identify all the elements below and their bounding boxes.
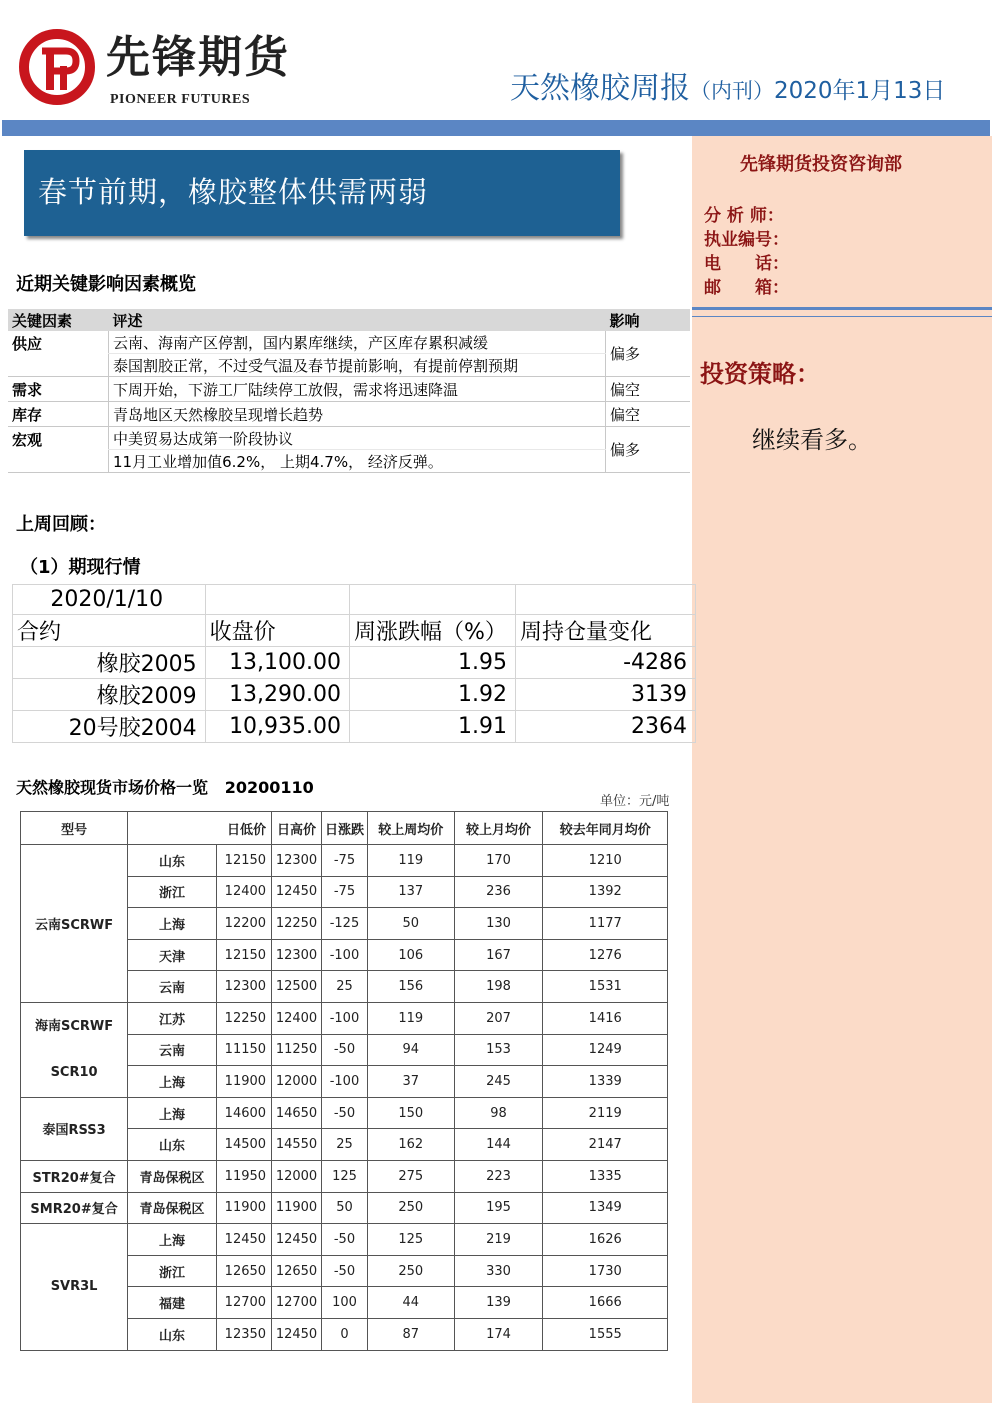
spot-high: 12500 [272, 971, 322, 1003]
spot-vs-year: 1177 [543, 908, 668, 940]
spot-type: 云南SCRWF [21, 845, 128, 1003]
factor-impact: 偏空 [606, 377, 691, 402]
factor-comment: 下周开始，下游工厂陆续停工放假，需求将迅速降温 [109, 377, 606, 402]
futures-header-oi: 周持仓量变化 [515, 615, 695, 647]
empty-cell [515, 585, 695, 615]
spot-vs-week: 37 [367, 1066, 454, 1098]
factor-impact: 偏空 [606, 402, 691, 427]
spot-high: 12450 [272, 1318, 322, 1350]
spot-title-date: 20200110 [224, 778, 314, 797]
spot-vs-month: 195 [454, 1192, 543, 1224]
spot-low: 12200 [216, 908, 271, 940]
factor-row-macro-cont [8, 450, 690, 473]
spot-vs-month: 153 [454, 1034, 543, 1066]
futures-oi: 2364 [515, 711, 695, 743]
factor-comment: 11月工业增加值6.2%， 上期4.7%， 经济反弹。 [109, 450, 606, 473]
futures-oi: 3139 [515, 679, 695, 711]
spot-header-vs-year: 较去年同月均价 [543, 812, 668, 845]
spot-row [21, 845, 668, 877]
factor-comment: 泰国割胶正常，不过受气温及春节提前影响，有提前停割预期 [109, 354, 606, 377]
factor-name: 宏观 [8, 427, 109, 473]
spot-vs-month: 174 [454, 1318, 543, 1350]
futures-row [13, 711, 696, 743]
factors-header-factor: 关键因素 [8, 309, 109, 331]
spot-header-type: 型号 [21, 812, 128, 845]
spot-high: 12450 [272, 1224, 322, 1256]
futures-change: 1.95 [350, 647, 516, 679]
spot-vs-week: 162 [367, 1129, 454, 1161]
strategy-text: 继续看多。 [752, 426, 872, 454]
contact-email: 邮 箱： [704, 278, 789, 298]
spot-vs-month: 98 [454, 1097, 543, 1129]
spot-vs-week: 275 [367, 1160, 454, 1192]
spot-row [21, 1160, 668, 1192]
sidebar-panel [692, 136, 992, 1403]
spot-region: 山东 [128, 845, 217, 877]
spot-header-vs-month: 较上月均价 [454, 812, 543, 845]
spot-vs-week: 87 [367, 1318, 454, 1350]
spot-region: 天津 [128, 939, 217, 971]
spot-vs-year: 2147 [543, 1129, 668, 1161]
spot-region: 浙江 [128, 876, 217, 908]
spot-vs-year: 1349 [543, 1192, 668, 1224]
spot-type: SMR20#复合 [21, 1192, 128, 1224]
spot-type-label: SCR10 [50, 1064, 98, 1080]
strategy-label: 投资策略： [700, 359, 820, 388]
spot-change: -100 [322, 939, 368, 971]
spot-change: -75 [322, 845, 368, 877]
spot-change: 50 [322, 1192, 368, 1224]
spot-header-row [21, 812, 668, 845]
spot-title-text: 天然橡胶现货市场价格一览 [16, 778, 209, 797]
spot-vs-month: 170 [454, 845, 543, 877]
spot-vs-month: 245 [454, 1066, 543, 1098]
factor-comment: 云南、海南产区停割，国内累库继续，产区库存累积减缓 [109, 331, 606, 354]
spot-low: 12300 [216, 971, 271, 1003]
spot-vs-week: 44 [367, 1287, 454, 1319]
spot-vs-year: 1555 [543, 1318, 668, 1350]
spot-header-high: 日高价 [272, 812, 322, 845]
spot-row [21, 1192, 668, 1224]
spot-vs-year: 1626 [543, 1224, 668, 1256]
spot-row [21, 1224, 668, 1256]
spot-vs-year: 1416 [543, 1002, 668, 1034]
spot-low: 12150 [216, 939, 271, 971]
spot-high: 12000 [272, 1160, 322, 1192]
spot-high: 14650 [272, 1097, 322, 1129]
spot-high: 12300 [272, 845, 322, 877]
unit-label: 单位：元/吨 [600, 794, 670, 809]
spot-vs-month: 144 [454, 1129, 543, 1161]
empty-cell [350, 585, 516, 615]
spot-low: 12250 [216, 1002, 271, 1034]
spot-region: 山东 [128, 1318, 217, 1350]
spot-vs-year: 1531 [543, 971, 668, 1003]
spot-vs-month: 207 [454, 1002, 543, 1034]
spot-vs-week: 156 [367, 971, 454, 1003]
factor-impact: 偏多 [606, 427, 691, 473]
spot-change: -100 [322, 1002, 368, 1034]
brand-name-english: PIONEER FUTURES [110, 92, 251, 107]
spot-high: 11250 [272, 1034, 322, 1066]
spot-type: 泰国RSS3 [21, 1097, 128, 1160]
spot-low: 11950 [216, 1160, 271, 1192]
spot-change: 25 [322, 1129, 368, 1161]
spot-region: 上海 [128, 1066, 217, 1098]
spot-region: 福建 [128, 1287, 217, 1319]
spot-change: 100 [322, 1287, 368, 1319]
spot-type-label: 海南SCRWF [35, 1018, 114, 1034]
report-tag: （内刊） [690, 79, 774, 103]
spot-region: 云南 [128, 971, 217, 1003]
spot-vs-month: 198 [454, 971, 543, 1003]
spot-vs-week: 94 [367, 1034, 454, 1066]
futures-close: 13,290.00 [205, 679, 349, 711]
futures-contract: 橡胶2009 [13, 679, 206, 711]
factors-table [8, 309, 690, 473]
spot-vs-month: 223 [454, 1160, 543, 1192]
spot-vs-month: 130 [454, 908, 543, 940]
futures-change: 1.92 [350, 679, 516, 711]
spot-vs-year: 1392 [543, 876, 668, 908]
spot-high: 12250 [272, 908, 322, 940]
spot-low: 12700 [216, 1287, 271, 1319]
spot-change: -100 [322, 1066, 368, 1098]
spot-high: 12300 [272, 939, 322, 971]
spot-vs-year: 1276 [543, 939, 668, 971]
spot-vs-year: 2119 [543, 1097, 668, 1129]
factor-row-supply [8, 331, 690, 354]
futures-subsection-title: （1）期现行情 [20, 557, 141, 578]
spot-vs-week: 106 [367, 939, 454, 971]
spot-header-change: 日涨跌 [322, 812, 368, 845]
sidebar-divider-thin [692, 316, 992, 317]
spot-region: 青岛保税区 [128, 1160, 217, 1192]
factor-name: 库存 [8, 402, 109, 427]
spot-vs-year: 1249 [543, 1034, 668, 1066]
spot-region: 云南 [128, 1034, 217, 1066]
spot-change: 0 [322, 1318, 368, 1350]
factor-comment: 青岛地区天然橡胶呈现增长趋势 [109, 402, 606, 427]
headline-text: 春节前期，橡胶整体供需两弱 [38, 175, 429, 209]
spot-vs-week: 119 [367, 1002, 454, 1034]
futures-date: 2020/1/10 [13, 585, 206, 615]
futures-header-contract: 合约 [13, 615, 206, 647]
spot-low: 11900 [216, 1066, 271, 1098]
spot-low: 11900 [216, 1192, 271, 1224]
futures-row [13, 679, 696, 711]
spot-region: 上海 [128, 1224, 217, 1256]
spot-section-title [16, 775, 314, 798]
spot-header-low: 日低价 [128, 812, 272, 845]
spot-vs-year: 1339 [543, 1066, 668, 1098]
spot-region: 浙江 [128, 1255, 217, 1287]
factor-row-supply-cont [8, 354, 690, 377]
spot-high: 11900 [272, 1192, 322, 1224]
spot-header-vs-week: 较上周均价 [367, 812, 454, 845]
spot-change: 25 [322, 971, 368, 1003]
spot-vs-month: 330 [454, 1255, 543, 1287]
spot-high: 12650 [272, 1255, 322, 1287]
contact-phone: 电 话： [704, 254, 789, 274]
spot-row [21, 1002, 668, 1034]
factor-name: 需求 [8, 377, 109, 402]
spot-high: 12400 [272, 1002, 322, 1034]
spot-change: -75 [322, 876, 368, 908]
spot-vs-week: 250 [367, 1192, 454, 1224]
spot-table-body [21, 845, 668, 1351]
factors-header-row [8, 309, 690, 331]
spot-vs-year: 1335 [543, 1160, 668, 1192]
spot-high: 12700 [272, 1287, 322, 1319]
spot-change: 125 [322, 1160, 368, 1192]
futures-contract: 20号胶2004 [13, 711, 206, 743]
spot-high: 14550 [272, 1129, 322, 1161]
spot-vs-week: 125 [367, 1224, 454, 1256]
futures-close: 13,100.00 [205, 647, 349, 679]
spot-vs-week: 250 [367, 1255, 454, 1287]
spot-region: 上海 [128, 1097, 217, 1129]
spot-vs-month: 167 [454, 939, 543, 971]
department-name: 先锋期货投资咨询部 [740, 154, 902, 175]
report-title [510, 70, 945, 110]
spot-vs-year: 1666 [543, 1287, 668, 1319]
spot-region: 山东 [128, 1129, 217, 1161]
spot-price-table [20, 811, 668, 1351]
spot-type [21, 1002, 128, 1097]
spot-vs-month: 219 [454, 1224, 543, 1256]
spot-region: 青岛保税区 [128, 1192, 217, 1224]
sidebar-divider [692, 307, 992, 310]
futures-header-change: 周涨跌幅（%） [350, 615, 516, 647]
spot-low: 11150 [216, 1034, 271, 1066]
spot-change: -50 [322, 1034, 368, 1066]
spot-low: 14600 [216, 1097, 271, 1129]
header-divider-bar [2, 120, 990, 136]
spot-high: 12450 [272, 876, 322, 908]
empty-cell [205, 585, 349, 615]
spot-low: 12350 [216, 1318, 271, 1350]
spot-type: SVR3L [21, 1224, 128, 1350]
futures-row [13, 647, 696, 679]
spot-vs-year: 1730 [543, 1255, 668, 1287]
spot-vs-week: 119 [367, 845, 454, 877]
spot-vs-month: 236 [454, 876, 543, 908]
futures-header-row [13, 615, 696, 647]
futures-change: 1.91 [350, 711, 516, 743]
spot-low: 12650 [216, 1255, 271, 1287]
spot-vs-year: 1210 [543, 845, 668, 877]
spot-low: 12150 [216, 845, 271, 877]
factors-header-impact: 影响 [606, 309, 691, 331]
spot-type: STR20#复合 [21, 1160, 128, 1192]
futures-oi: -4286 [515, 647, 695, 679]
factor-comment: 中美贸易达成第一阶段协议 [109, 427, 606, 450]
futures-date-row [13, 585, 696, 615]
spot-vs-week: 50 [367, 908, 454, 940]
spot-vs-week: 137 [367, 876, 454, 908]
spot-low: 14500 [216, 1129, 271, 1161]
report-date: 2020年1月13日 [774, 78, 946, 104]
spot-row [21, 1097, 668, 1129]
spot-low: 12450 [216, 1224, 271, 1256]
report-title-main: 天然橡胶周报 [510, 71, 690, 106]
factor-row-macro [8, 427, 690, 450]
spot-vs-month: 139 [454, 1287, 543, 1319]
factor-name: 供应 [8, 331, 109, 377]
factor-row-inventory [8, 402, 690, 427]
factor-impact: 偏多 [606, 331, 691, 377]
factors-section-title: 近期关键影响因素概览 [16, 274, 196, 295]
futures-header-close: 收盘价 [205, 615, 349, 647]
factor-row-demand [8, 377, 690, 402]
spot-high: 12000 [272, 1066, 322, 1098]
spot-region: 江苏 [128, 1002, 217, 1034]
futures-table [12, 584, 696, 743]
spot-low: 12400 [216, 876, 271, 908]
pioneer-logo-icon [18, 28, 96, 106]
spot-region: 上海 [128, 908, 217, 940]
contact-analyst: 分 析 师： [704, 206, 784, 226]
spot-change: -50 [322, 1224, 368, 1256]
review-section-title: 上周回顾： [16, 514, 106, 535]
spot-vs-week: 150 [367, 1097, 454, 1129]
futures-close: 10,935.00 [205, 711, 349, 743]
brand-name: 先锋期货 [106, 32, 290, 83]
spot-change: -125 [322, 908, 368, 940]
factors-header-comment: 评述 [109, 309, 606, 331]
contact-license: 执业编号： [704, 230, 789, 250]
spot-change: -50 [322, 1097, 368, 1129]
spot-change: -50 [322, 1255, 368, 1287]
futures-contract: 橡胶2005 [13, 647, 206, 679]
